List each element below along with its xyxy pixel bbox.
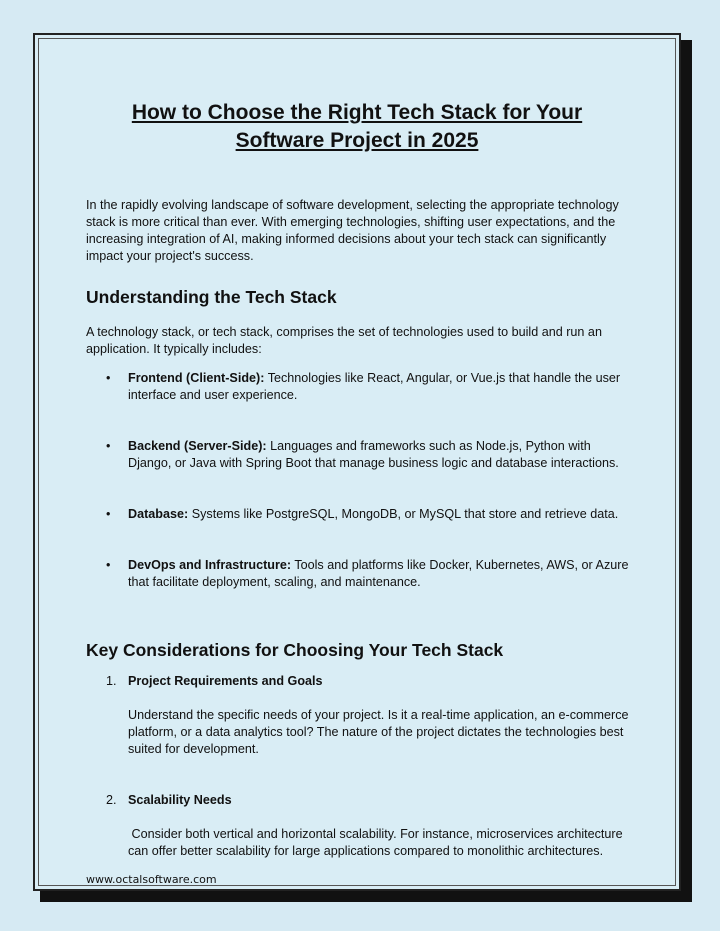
bullet-icon: • bbox=[106, 558, 111, 572]
item-text: Technologies like React, Angular, or Vue.js that handle the user interface and user experience. bbox=[128, 371, 621, 402]
item-text: Systems like PostgreSQL, MongoDB, or MySQL that store and retrieve data. bbox=[188, 507, 619, 521]
tech-stack-description: A technology stack, or tech stack, comprises the set of technologies used to build and run an application. It typically includes: bbox=[86, 325, 602, 356]
bullet-icon: • bbox=[106, 371, 111, 385]
intro-paragraph: In the rapidly evolving landscape of software development, selecting the appropriate technology stack is more critical than ever. With emerging technologies, shifting user expectations, and the increasing integration of AI, making informed decisions about your tech stack can significantly impact your project's success. bbox=[86, 198, 619, 263]
list-item-database bbox=[86, 506, 635, 523]
bullet-icon: • bbox=[106, 507, 111, 521]
document-page bbox=[33, 33, 681, 891]
list-item-requirements bbox=[86, 673, 635, 758]
item-label: Database: bbox=[128, 507, 189, 521]
item-text: Understand the specific needs of your project. Is it a real-time application, an e-commerce platform, or a data analytics tool? The nature of the project dictates the technologies best suited for development. bbox=[128, 708, 629, 756]
item-text: Tools and platforms like Docker, Kubernetes, AWS, or Azure that facilitate deployment, scaling, and maintenance. bbox=[128, 558, 629, 589]
item-text: Consider both vertical and horizontal scalability. For instance, microservices architecture can offer better scalability for large applications compared to monolithic architectures. bbox=[128, 827, 627, 858]
item-text: Languages and frameworks such as Node.js, Python with Django, or Java with Spring Boot that manage business logic and database interactions. bbox=[128, 439, 619, 470]
item-number: 2. bbox=[106, 793, 117, 807]
list-item-devops bbox=[86, 557, 635, 591]
considerations-list bbox=[86, 673, 635, 860]
page-title: How to Choose the Right Tech Stack for Your Software Project in 2025 bbox=[131, 101, 583, 152]
document-body bbox=[86, 197, 635, 894]
item-label: Backend (Server-Side): bbox=[128, 439, 267, 453]
item-title: Project Requirements and Goals bbox=[128, 674, 323, 688]
bullet-icon: • bbox=[106, 439, 111, 453]
footer-url: www.octalsoftware.com bbox=[86, 873, 217, 886]
item-number: 1. bbox=[106, 674, 117, 688]
list-item-scalability bbox=[86, 792, 635, 860]
item-title: Scalability Needs bbox=[128, 793, 232, 807]
section-heading-key-considerations: Key Considerations for Choosing Your Tech Stack bbox=[86, 640, 504, 660]
tech-stack-list bbox=[86, 370, 635, 591]
list-item-frontend bbox=[86, 370, 635, 404]
item-label: DevOps and Infrastructure: bbox=[128, 558, 292, 572]
item-label: Frontend (Client-Side): bbox=[128, 371, 265, 385]
list-item-backend bbox=[86, 438, 635, 472]
section-heading-tech-stack: Understanding the Tech Stack bbox=[86, 287, 337, 307]
